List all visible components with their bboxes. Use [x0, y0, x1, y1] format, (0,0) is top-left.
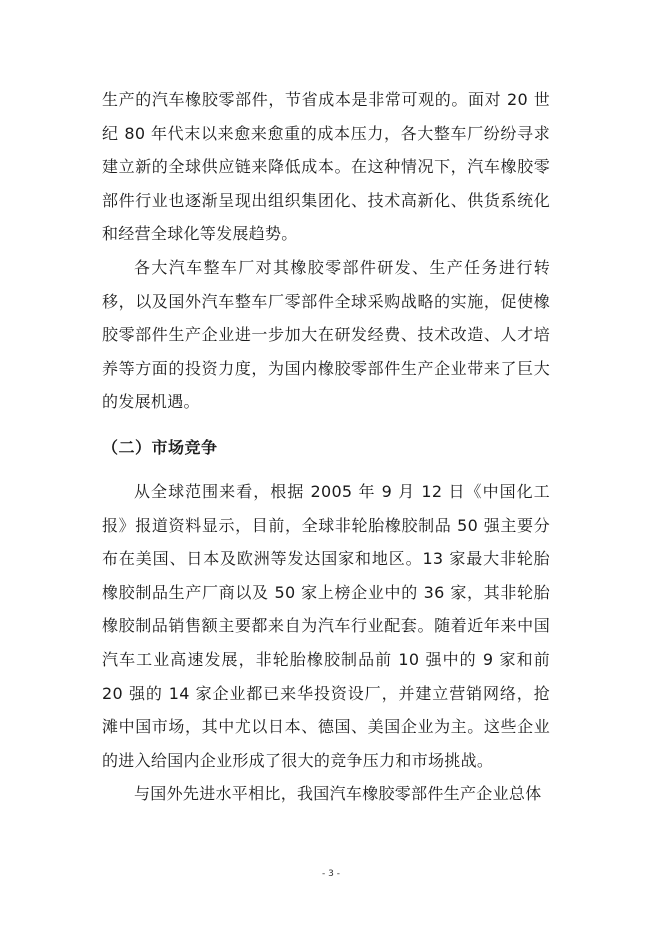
- paragraph-development-opportunity: 各大汽车整车厂对其橡胶零部件研发、生产任务进行转移，以及国外汽车整车厂零部件全球采购战略的实施，促使橡胶零部件生产企业进一步加大在研发经费、技术改造、人才培养等方面的投资力度，为国内橡胶零部件生产企业带来了巨大的发展机遇。: [102, 257, 550, 412]
- paragraph-global-competition: 从全球范围来看，根据 2005 年 9 月 12 日《中国化工报》报道资料显示，目前，全球非轮胎橡胶制品 50 强主要分布在美国、日本及欧洲等发达国家和地区。13 家最大非轮胎橡胶制品生产厂商以及 50 家上榜企业中的 36 家，其非轮胎橡胶制品销售额主要都来自为汽车行业配套。随着近年来中国汽车工业高速发展，非轮胎橡胶制品前 10 强中的 9 家和前 20 强的 14 家企业都已来华投资设厂，并建立营销网络，抢滩中国市场，其中尤以日本、德国、美国企业为主。这些企业的进入给国内企业形成了很大的竞争压力和市场挑战。: [102, 481, 550, 770]
- paragraph-continued: 生产的汽车橡胶零部件，节省成本是非常可观的。面对 20 世纪 80 年代末以来愈来愈重的成本压力，各大整车厂纷纷寻求建立新的全球供应链来降低成本。在这种情况下，汽车橡胶零部件行业也逐渐呈现出组织集团化、技术高新化、供货系统化和经营全球化等发展趋势。: [102, 90, 550, 244]
- section-heading: （二）市场竞争: [102, 437, 218, 457]
- page-number: - 3 -: [322, 869, 340, 879]
- paragraph-comparison: 与国外先进水平相比，我国汽车橡胶零部件生产企业总体: [134, 784, 542, 804]
- page-body: [102, 83, 550, 811]
